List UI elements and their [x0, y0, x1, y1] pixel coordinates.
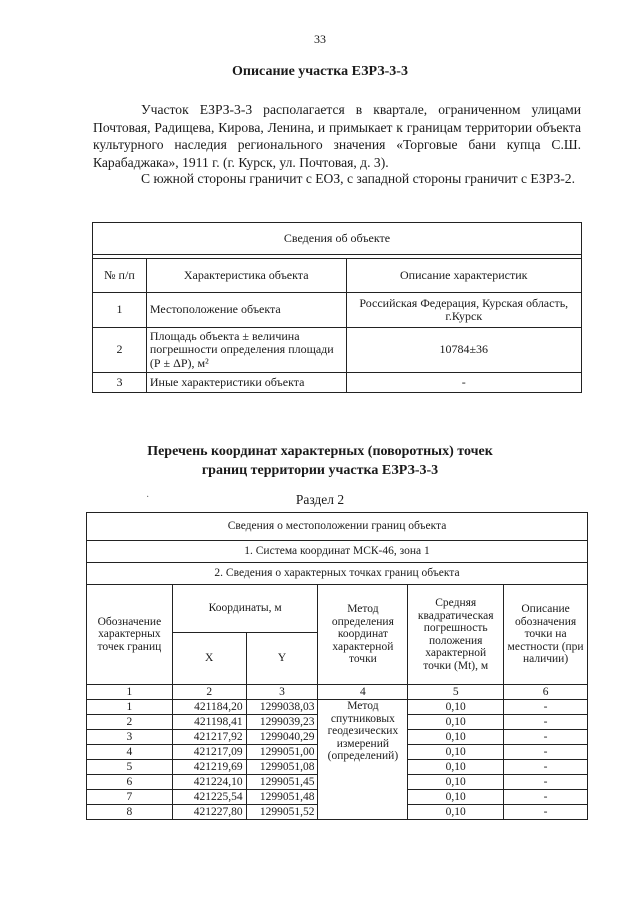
header-point: Обозначение характерных точек границ [87, 585, 173, 685]
header-method: Метод определения координат характерной точки [318, 585, 408, 685]
column-numbers-row: 1 2 3 4 5 6 [87, 685, 588, 700]
table-row: 7 421225,54 1299051,48 0,10 - [87, 790, 588, 805]
header-x: X [172, 633, 246, 685]
coords-caption-1: Сведения о местоположении границ объекта [87, 513, 588, 541]
table-row: 3 421217,92 1299040,29 0,10 - [87, 730, 588, 745]
coords-caption-3: 2. Сведения о характерных точках границ объекта [87, 563, 588, 585]
header-error: Средняя квадратическая погрешность положения характерной точки (Mt), м [408, 585, 504, 685]
page-number: 33 [314, 32, 326, 46]
coordinates-title-line1: Перечень координат характерных (поворотных) точек [147, 444, 493, 459]
paragraph-boundaries: С южной стороны граничит с ЕОЗ, с западной стороны граничит с ЕЗРЗ-2. [141, 171, 575, 186]
table-row: 2 421198,41 1299039,23 0,10 - [87, 715, 588, 730]
table-row: 2 Площадь объекта ± величина погрешности определения площади (Р ± ΔР), м² 10784±36 [93, 328, 582, 373]
method-cell: Метод спутниковых геодезических измерений (определений) [318, 700, 408, 820]
table-row: 3 Иные характеристики объекта - [93, 373, 582, 393]
table-row: 6 421224,10 1299051,45 0,10 - [87, 775, 588, 790]
coordinates-title [0, 442, 640, 480]
section-title: Описание участка ЕЗРЗ-3-3 [232, 64, 408, 79]
header-num: № п/п [93, 259, 147, 293]
object-table-caption: Сведения об объекте [93, 223, 582, 255]
section-label: Раздел 2 [295, 492, 345, 507]
table-row: 1 421184,20 1299038,03 Метод спутниковых геодезических измерений (определений) 0,10 - [87, 700, 588, 715]
header-point-description: Описание обозначения точки на местности (при наличии) [504, 585, 588, 685]
coords-caption-2: 1. Система координат МСК-46, зона 1 [87, 541, 588, 563]
scan-mark: · [146, 492, 150, 503]
header-characteristic: Характеристика объекта [146, 259, 346, 293]
table-row: 5 421219,69 1299051,08 0,10 - [87, 760, 588, 775]
header-y: Y [246, 633, 318, 685]
table-row: 1 Местоположение объекта Российская Федерация, Курская область, г.Курск [93, 293, 582, 328]
header-description: Описание характеристик [346, 259, 581, 293]
object-info-table [92, 222, 582, 393]
paragraph-location: Участок ЕЗРЗ-3-3 располагается в квартале, ограниченном улицами Почтовая, Радищева, Кирова, Ленина, и примыкает к границам территории объекта культурного наследия регионального значения «Торговые бани купца С.Ш. Карабаджака», 1911 г. (г. Курск, ул. Почтовая, д. 3). [93, 102, 581, 170]
header-coords: Координаты, м [172, 585, 318, 633]
table-row: 4 421217,09 1299051,00 0,10 - [87, 745, 588, 760]
coordinates-title-line2: границ территории участка ЕЗРЗ-3-3 [201, 463, 439, 478]
coordinates-table [86, 512, 588, 820]
table-row: 8 421227,80 1299051,52 0,10 - [87, 805, 588, 820]
